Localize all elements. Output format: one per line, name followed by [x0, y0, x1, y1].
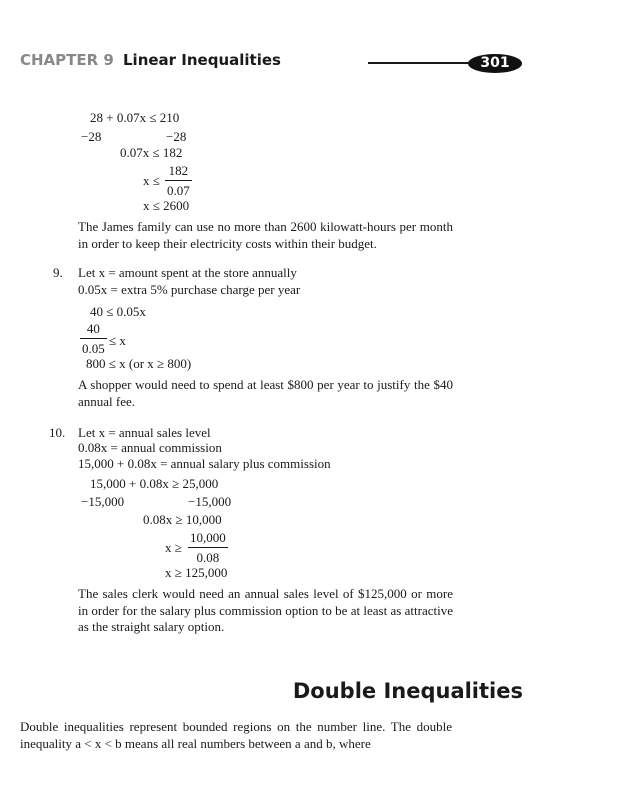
equation-line: 0.07x ≤ 182	[120, 145, 183, 160]
equation-line: x ≥	[165, 540, 182, 555]
equation-line: Let x = annual sales level	[78, 425, 211, 440]
equation-line: Let x = amount spent at the store annually	[78, 265, 297, 280]
intro-paragraph: Double inequalities represent bounded regions on the number line. The double inequality a < x < b means all real numbers between a and b, where	[20, 719, 452, 751]
fraction	[80, 322, 107, 355]
fraction	[188, 531, 228, 564]
fraction-denominator: 0.08	[188, 547, 228, 564]
equation-line: −28	[81, 129, 102, 144]
equation-line: x ≥ 125,000	[165, 565, 228, 580]
equation-line: 40 ≤ 0.05x	[90, 304, 146, 319]
problem-number: 9.	[53, 265, 63, 280]
header-rule	[368, 62, 478, 64]
fraction	[165, 164, 192, 197]
equation-line: −15,000	[81, 494, 125, 509]
equation-line: ≤ x	[109, 333, 126, 348]
equation-line: 0.08x ≥ 10,000	[143, 512, 222, 527]
equation-line: 0.05x = extra 5% purchase charge per year	[78, 282, 301, 297]
equation-line: 15,000 + 0.08x = annual salary plus commission	[78, 456, 331, 471]
equation-line: x ≤	[143, 173, 160, 188]
problem-number: 10.	[49, 425, 66, 440]
conclusion-paragraph: The sales clerk would need an annual sales level of $125,000 or more in order for the salary plus commission option to be at least as attractive as the straight salary option.	[78, 586, 453, 634]
fraction-denominator: 0.05	[80, 338, 107, 355]
chapter-label: CHAPTER 9	[20, 51, 114, 69]
equation-line: 28 + 0.07x ≤ 210	[90, 110, 180, 125]
equation-line: 15,000 + 0.08x ≥ 25,000	[90, 476, 219, 491]
section-heading: Double Inequalities	[292, 679, 523, 703]
conclusion-paragraph: A shopper would need to spend at least $800 per year to justify the $40 annual fee.	[78, 377, 453, 409]
equation-line: 800 ≤ x (or x ≥ 800)	[86, 356, 192, 371]
equation-line: −15,000	[188, 494, 232, 509]
equation-line: x ≤ 2600	[143, 198, 190, 213]
fraction-numerator: 40	[86, 321, 100, 336]
equation-line: 0.08x = annual commission	[78, 440, 222, 455]
conclusion-paragraph: The James family can use no more than 2600 kilowatt-hours per month in order to keep their electricity costs within their budget.	[78, 219, 453, 251]
page-number: 301	[468, 54, 522, 73]
chapter-title: Linear Inequalities	[123, 51, 281, 69]
equation-line: −28	[166, 129, 187, 144]
fraction-numerator: 182	[168, 163, 189, 178]
fraction-denominator: 0.07	[165, 180, 192, 197]
fraction-numerator: 10,000	[190, 530, 226, 545]
